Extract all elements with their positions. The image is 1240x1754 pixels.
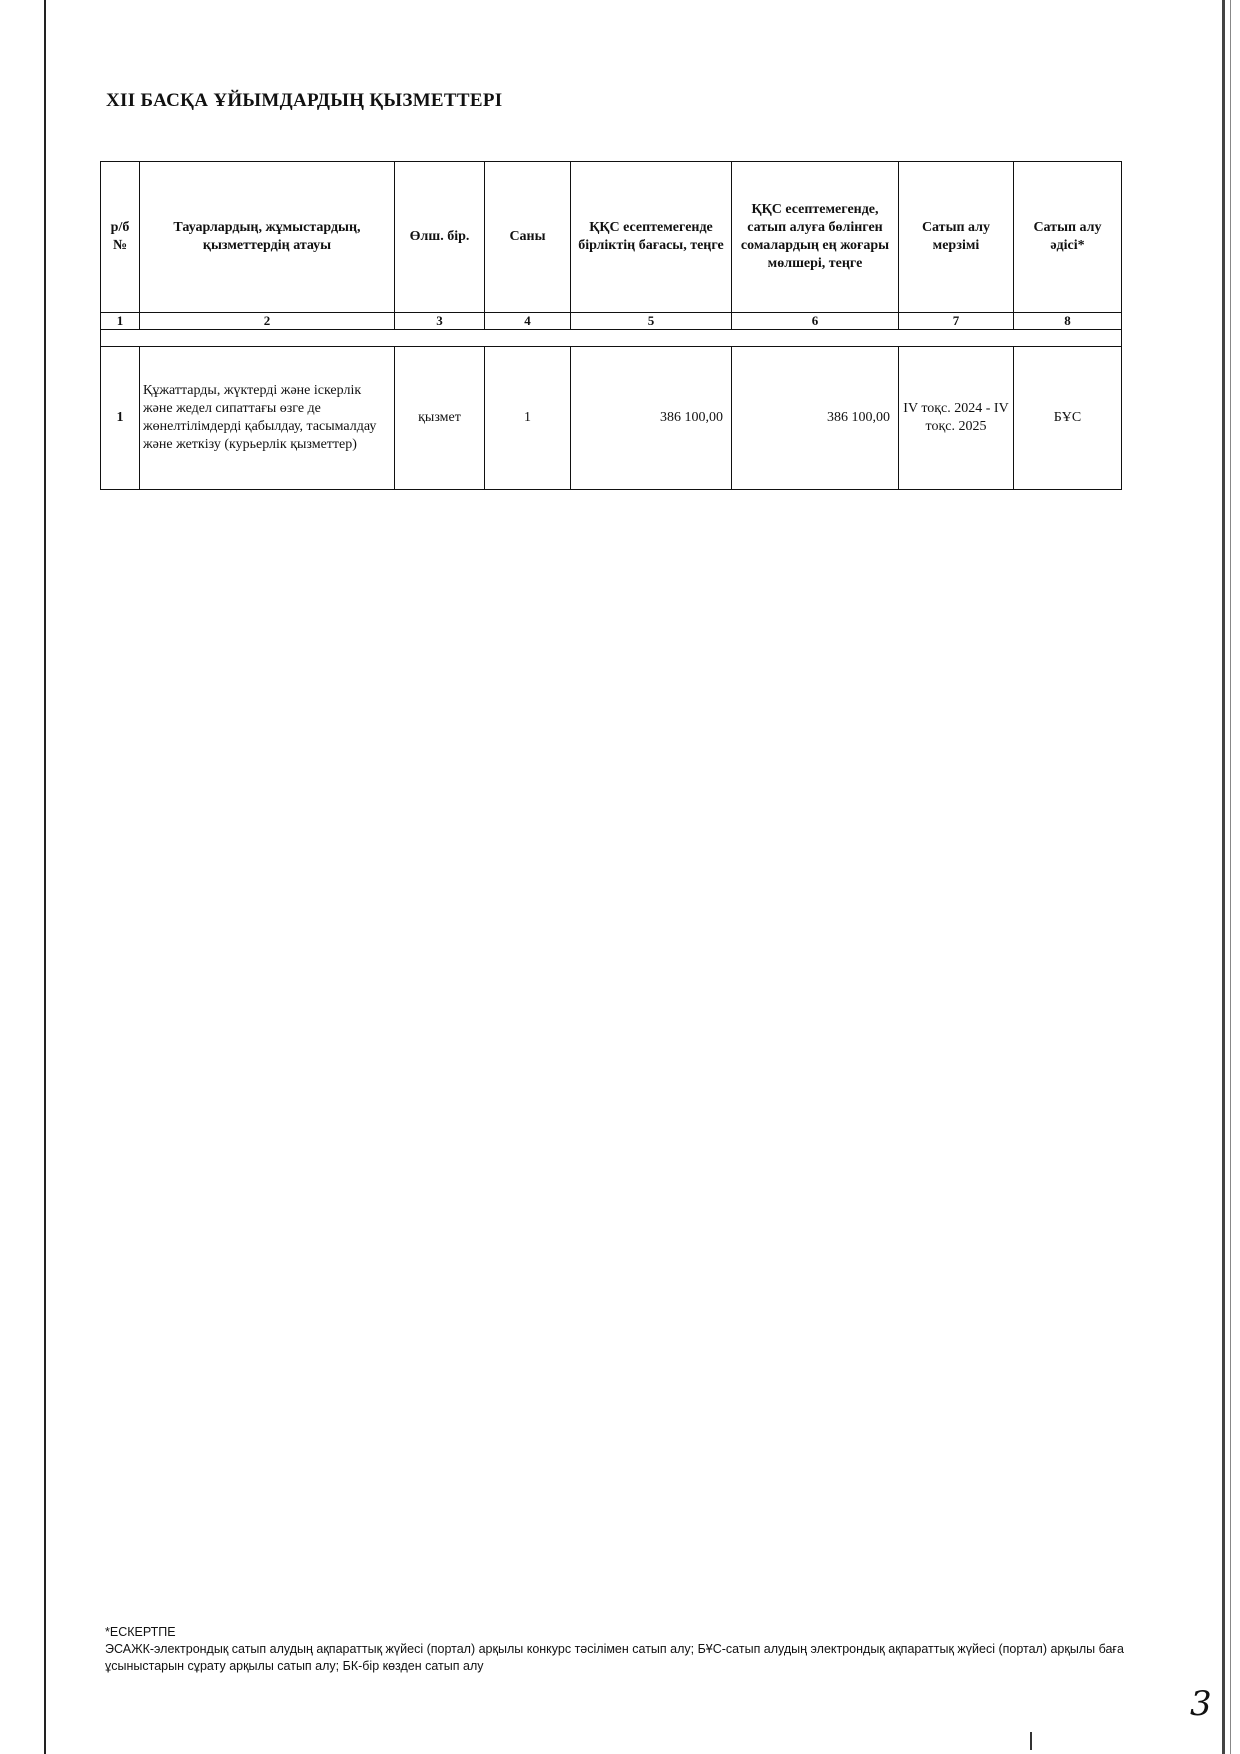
section-title: ХІІ БАСҚА ҰЙЫМДАРДЫҢ ҚЫЗМЕТТЕРІ <box>106 90 503 111</box>
column-number: 4 <box>485 313 571 330</box>
header-no: р/б № <box>101 162 140 313</box>
column-number: 2 <box>140 313 395 330</box>
spacer-cell <box>101 330 140 347</box>
header-name: Тауарлардың, жұмыстардың, қызметтердің атауы <box>140 162 395 313</box>
spacer-cell <box>485 330 571 347</box>
item-period: IV тоқс. 2024 - IV тоқс. 2025 <box>899 347 1014 490</box>
scan-edge-right-faint <box>1230 0 1231 1754</box>
footnote-text: ЭСАЖК-электрондық сатып алудың ақпараттық жүйесі (портал) арқылы конкурс тәсілімен сатып алу; БҰС-сатып алудың электрондық ақпараттық жүйесі (портал) арқылы баға ұсыныстарын сұрату арқылы сатып алу; БК-бір көзден сатып алу <box>105 1642 1124 1673</box>
item-unit: қызмет <box>395 347 485 490</box>
column-number: 6 <box>732 313 899 330</box>
spacer-cell <box>1014 330 1122 347</box>
header-max-amount: ҚҚС есептемегенде, сатып алуға бөлінген сомалардың ең жоғары мөлшері, теңге <box>732 162 899 313</box>
header-unit-price: ҚҚС есептемегенде бірліктің бағасы, теңге <box>571 162 732 313</box>
item-quantity: 1 <box>485 347 571 490</box>
column-number: 3 <box>395 313 485 330</box>
table-row <box>101 347 1122 490</box>
scan-mark <box>1030 1732 1032 1750</box>
column-number: 8 <box>1014 313 1122 330</box>
header-period: Сатып алу мерзімі <box>899 162 1014 313</box>
item-name: Құжаттарды, жүктерді және іскерлік және жедел сипаттағы өзге де жөнелтілімдерді қабылдау, тасымалдау және жеткізу (курьерлік қызметтер) <box>140 347 395 490</box>
page-number-mark: 3 <box>1190 1684 1212 1724</box>
item-method: БҰС <box>1014 347 1122 490</box>
column-number: 1 <box>101 313 140 330</box>
scan-edge-left <box>44 0 46 1754</box>
column-number-row <box>101 313 1122 330</box>
header-quantity: Саны <box>485 162 571 313</box>
footnote-heading: *ЕСКЕРТПЕ <box>105 1625 176 1639</box>
spacer-cell <box>899 330 1014 347</box>
row-number: 1 <box>101 347 140 490</box>
item-max-amount: 386 100,00 <box>732 347 899 490</box>
spacer-cell <box>571 330 732 347</box>
spacer-row <box>101 330 1122 347</box>
column-number: 7 <box>899 313 1014 330</box>
footnote <box>105 1624 1125 1675</box>
header-row <box>101 162 1122 313</box>
spacer-cell <box>140 330 395 347</box>
header-unit: Өлш. бір. <box>395 162 485 313</box>
header-method: Сатып алу әдісі* <box>1014 162 1122 313</box>
item-unit-price: 386 100,00 <box>571 347 732 490</box>
spacer-cell <box>395 330 485 347</box>
column-number: 5 <box>571 313 732 330</box>
procurement-table <box>100 161 1122 490</box>
scan-edge-right <box>1222 0 1225 1754</box>
spacer-cell <box>732 330 899 347</box>
